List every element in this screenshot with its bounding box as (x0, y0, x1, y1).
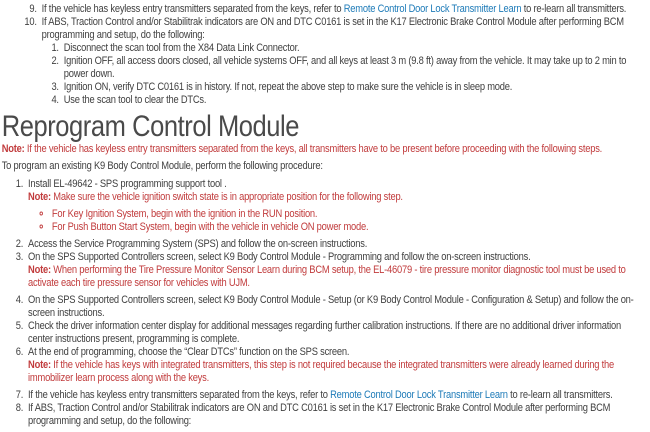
note-label: Note: (28, 191, 51, 203)
step-text: Check the driver information center display for additional messages regarding further calibration instructions. If there are no additional driver information center instructions present, programming is complete. (28, 320, 621, 345)
procedure-step-1 (26, 178, 642, 234)
step-text: Access the Service Programming System (SPS) and follow the on-screen instructions. (28, 238, 368, 250)
list-item-9 (39, 3, 642, 16)
intro-text: To program an existing K9 Body Control Module, perform the following procedure: (1, 160, 323, 172)
procedure-step-7 (26, 389, 642, 402)
step-text: If ABS, Traction Control and/or Stabilitrak indicators are ON and DTC C0161 is set in the K17 Electronic Brake Control Module after performing BCM programming and setup, do the following: (28, 402, 611, 427)
step-note (28, 359, 642, 385)
bullet-item (51, 208, 642, 221)
sub-step (61, 81, 642, 94)
note-label: Note: (1, 143, 25, 155)
list-item-10 (39, 16, 642, 107)
procedure-step-8 (26, 402, 642, 428)
step-text: On the SPS Supported Controllers screen, select K9 Body Control Module - Setup (or K9 Body Control Module - Configuration & Setup) and follow the on-screen instructions. (28, 294, 634, 319)
step-note (28, 264, 642, 290)
note-text: Make sure the vehicle ignition switch state is in appropriate position for the following step. (50, 191, 403, 203)
step-text: to re-learn all transmitters. (521, 3, 627, 15)
sub-step (61, 55, 642, 81)
step-text: On the SPS Supported Controllers screen, select K9 Body Control Module - Programming and follow the on-screen instructions. (28, 251, 531, 263)
procedure-step-4 (26, 294, 642, 320)
step-text: Ignition OFF, all access doors closed, all vehicle systems OFF, and all keys at least 3 m (9.8 ft) away from the vehicle. It may take up to 2 min to power down. (63, 55, 627, 80)
step-text: At the end of programming, choose the “Clear DTCs” function on the SPS screen. (28, 346, 350, 358)
prelude-list (2, 3, 642, 107)
note-text: If the vehicle has keyless entry transmitters separated from the keys, all transmitters have to be present before proceeding with the following steps. (24, 143, 603, 155)
sub-list (42, 42, 642, 107)
note-text: If the vehicle has keys with integrated transmitters, this step is not required because the integrated transmitters were already learned during the immobilizer learn process along with the keys. (28, 359, 614, 384)
bullet-text: For Push Button Start System, begin with the vehicle in vehicle ON power mode. (51, 221, 369, 233)
bullet-text: For Key Ignition System, begin with the ignition in the RUN position. (51, 208, 318, 220)
step-text: Install EL-49642 - SPS programming support tool . (28, 178, 227, 190)
note-label: Note: (28, 264, 51, 276)
remote-control-door-lock-transmitter-learn-link[interactable]: Remote Control Door Lock Transmitter Learn (343, 3, 522, 15)
remote-control-door-lock-transmitter-learn-link[interactable]: Remote Control Door Lock Transmitter Learn (330, 389, 508, 401)
sub-step (61, 94, 642, 107)
step-text: to re-learn all transmitters. (507, 389, 613, 401)
step-text: If the vehicle has keyless entry transmitters separated from the keys, refer to (41, 3, 344, 15)
step-note (28, 191, 642, 204)
step-text: Disconnect the scan tool from the X84 Data Link Connector. (63, 42, 300, 54)
step-text: Use the scan tool to clear the DTCs. (63, 94, 207, 106)
procedure-step-5 (26, 320, 642, 346)
step-text: If ABS, Traction Control and/or Stabilitrak indicators are ON and DTC C0161 is set in the K17 Electronic Brake Control Module after performing BCM programming and setup, do the following: (41, 16, 624, 41)
bullet-item (51, 221, 642, 234)
note-text: When performing the Tire Pressure Monitor Sensor Learn during BCM setup, the EL-46079 - tire pressure monitor diagnostic tool must be used to activate each tire pressure sensor for vehicles with UJM. (28, 264, 626, 289)
procedure-step-6 (26, 346, 642, 385)
procedure-step-2 (26, 238, 642, 251)
procedure-list (2, 178, 642, 428)
note-label: Note: (28, 359, 51, 371)
bullet-list (28, 208, 642, 234)
step-text: Ignition ON, verify DTC C0161 is in history. If not, repeat the above step to make sure the vehicle is in sleep mode. (63, 81, 513, 93)
step-text: If the vehicle has keyless entry transmitters separated from the keys, refer to (28, 389, 331, 401)
sub-step (61, 42, 642, 55)
page-title: Reprogram Control Module (1, 110, 300, 143)
section-note (2, 143, 642, 156)
procedure-step-3 (26, 251, 642, 290)
